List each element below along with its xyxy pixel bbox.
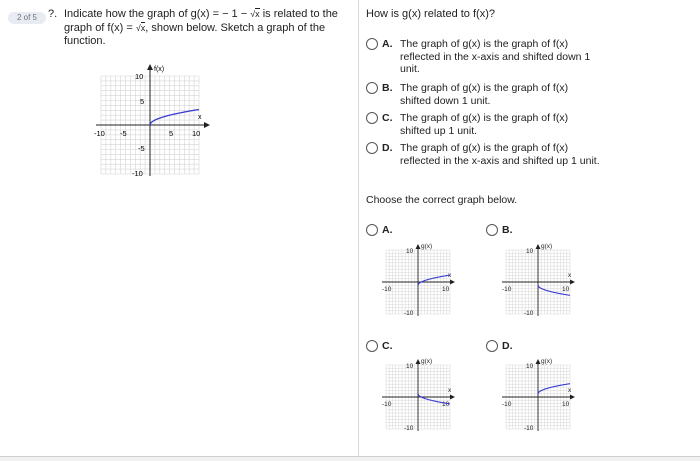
- sqrt-x-f: √x: [135, 22, 146, 33]
- y-axis-arrow: [416, 359, 421, 364]
- sqrt-x-g: √x: [250, 9, 260, 19]
- graph-a[interactable]: [378, 240, 458, 322]
- xtick-neg10: -10: [382, 401, 392, 408]
- xtick-neg5: -5: [120, 129, 127, 138]
- choice-c-letter: C.: [382, 112, 393, 124]
- ytick-10: 10: [406, 363, 414, 370]
- radio-b[interactable]: [366, 82, 378, 94]
- radio-graph-c[interactable]: [366, 340, 378, 352]
- g-label: g(x): [541, 243, 553, 250]
- g-label: g(x): [421, 243, 433, 250]
- column-divider: [358, 0, 359, 456]
- ytick-neg10: -10: [404, 310, 414, 317]
- ytick-10: 10: [526, 363, 534, 370]
- x-axis-arrow: [204, 122, 210, 128]
- xtick-10: 10: [442, 401, 450, 408]
- xtick-10: 10: [562, 401, 570, 408]
- graph-d-letter: D.: [502, 340, 513, 352]
- ytick-10: 10: [406, 248, 414, 255]
- graph-f: [94, 62, 214, 180]
- graph-c-letter: C.: [382, 340, 393, 352]
- x-axis-arrow: [450, 395, 455, 400]
- radio-c[interactable]: [366, 112, 378, 124]
- ytick-neg10: -10: [524, 310, 534, 317]
- graph-a-letter: A.: [382, 224, 393, 236]
- choice-d-text: The graph of g(x) is the graph of f(x) reflected in the x-axis and shifted up 1 unit.: [400, 142, 600, 167]
- ytick-10: 10: [526, 248, 534, 255]
- graph-c[interactable]: [378, 355, 458, 437]
- radio-graph-b[interactable]: [486, 224, 498, 236]
- ytick-neg5: -5: [138, 144, 145, 153]
- f-label: f(x): [154, 66, 165, 73]
- xtick-neg10: -10: [502, 401, 512, 408]
- question-text: [64, 8, 346, 49]
- choice-b-letter: B.: [382, 82, 393, 94]
- x-label: x: [198, 114, 202, 121]
- radio-graph-d[interactable]: [486, 340, 498, 352]
- question-line1-post: is related to the: [259, 8, 338, 20]
- y-axis-arrow: [147, 64, 153, 70]
- question-line1-pre: Indicate how the graph of g(x) = − 1 −: [64, 8, 251, 20]
- y-axis-arrow: [536, 244, 541, 249]
- x-label: x: [448, 387, 452, 394]
- xtick-10: 10: [192, 129, 201, 138]
- question-line3: function.: [64, 35, 106, 47]
- ytick-neg10: -10: [524, 425, 534, 432]
- g-label: g(x): [541, 358, 553, 365]
- question-line2-pre: graph of f(x) =: [64, 21, 136, 34]
- choose-prompt: Choose the correct graph below.: [366, 194, 518, 206]
- graph-b[interactable]: [498, 240, 578, 322]
- ytick-5: 5: [140, 97, 145, 106]
- xtick-10: 10: [442, 286, 450, 293]
- ytick-neg10: -10: [132, 169, 143, 178]
- choice-d-letter: D.: [382, 142, 393, 154]
- choice-a-letter: A.: [382, 38, 393, 50]
- g-label: g(x): [421, 358, 433, 365]
- xtick-neg10: -10: [382, 286, 392, 293]
- choice-c-text: The graph of g(x) is the graph of f(x) shifted up 1 unit.: [400, 112, 569, 137]
- xtick-neg10: -10: [94, 129, 105, 138]
- x-axis-arrow: [570, 280, 575, 285]
- x-label: x: [448, 272, 452, 279]
- ytick-neg10: -10: [404, 425, 414, 432]
- graph-d[interactable]: [498, 355, 578, 437]
- radio-d[interactable]: [366, 142, 378, 154]
- radio-graph-a[interactable]: [366, 224, 378, 236]
- choice-b-text: The graph of g(x) is the graph of f(x) shifted down 1 unit.: [400, 82, 569, 107]
- x-axis-arrow: [570, 395, 575, 400]
- xtick-10: 10: [562, 286, 570, 293]
- y-axis-arrow: [536, 359, 541, 364]
- y-axis-arrow: [416, 244, 421, 249]
- question-number: ?.: [48, 8, 58, 20]
- xtick-neg10: -10: [502, 286, 512, 293]
- choice-a-text: The graph of g(x) is the graph of f(x) reflected in the x-axis and shifted down 1 unit.: [400, 38, 591, 75]
- progress-badge: 2 of 5: [8, 12, 46, 24]
- x-label: x: [568, 387, 572, 394]
- x-label: x: [568, 272, 572, 279]
- question-line2-post: , shown below. Sketch a graph of the: [145, 21, 326, 34]
- radio-a[interactable]: [366, 38, 378, 50]
- graph-b-letter: B.: [502, 224, 513, 236]
- xtick-5: 5: [169, 129, 174, 138]
- sub-question-title: How is g(x) related to f(x)?: [366, 8, 495, 20]
- x-axis-arrow: [450, 280, 455, 285]
- ytick-10: 10: [135, 72, 144, 81]
